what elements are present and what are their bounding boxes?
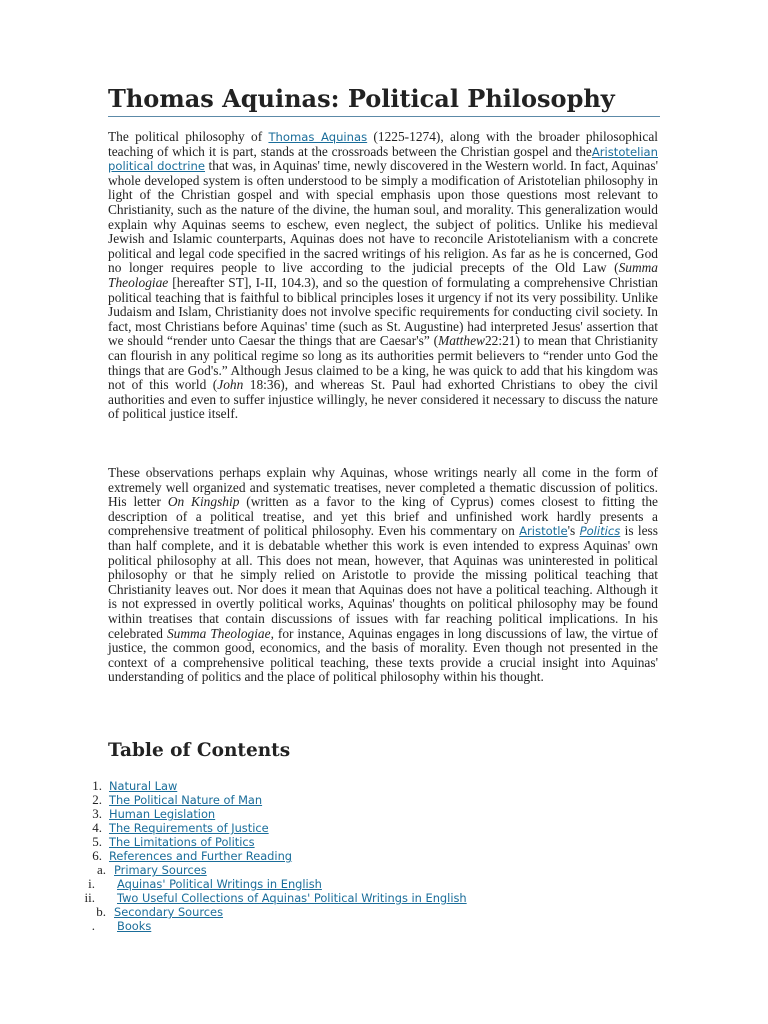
toc-item: [0, 821, 768, 835]
toc-number: 6.: [92, 848, 102, 863]
toc-item: [0, 863, 768, 877]
toc-number: b.: [96, 904, 106, 919]
text-run: [hereafter ST], I-II, 104.3), and so the question of formulating a comprehensive Christian political teaching that is faithful to biblical principles loses it urgency if not its very possibility. Unlike Judaism and Islam, Christianity does not involve specific requirements for conducting civil society. In fact, most Christians before Aquinas' time (such as St. Augustine) had interpreted Jesus' assertion that we should “render unto Caesar the things that are Caesar's” (: [108, 274, 658, 349]
text-run: (written as a favor to the king of Cyprus) comes closest to fitting the description of a political treatise, and yet this brief and unfinished work hardly presents a comprehensive treatment of political philosophy. Even his commentary on: [108, 494, 659, 539]
toc-link-secondary-sources[interactable]: Secondary Sources: [114, 905, 224, 919]
text-run: that was, in Aquinas' time, newly discovered in the Western world. In fact, Aquinas' whole developed system is often understood to be simply a modification of Aristotelian philosophy in light of the Christian gospel and with special emphasis upon those questions most relevant to Christianity, such as the nature of the divine, the human soul, and morality. This generalization would explain why Aquinas seems to eschew, even neglect, the subject of politics. Unlike his medieval Jewish and Islamic counterparts, Aquinas does not have to reconcile Aristotelianism with a concrete political and legal code specified in the sacred writings of his religion. As far as he is concerned, God no longer requires people to live according to the judicial precepts of the Old Law (: [108, 158, 658, 276]
toc-item: [0, 835, 768, 849]
toc-number: 5.: [92, 834, 102, 849]
intro-paragraph-2: [108, 466, 658, 685]
toc-number: 2.: [92, 792, 102, 807]
toc-link-political-nature[interactable]: The Political Nature of Man: [109, 793, 263, 807]
toc-link-references[interactable]: References and Further Reading: [109, 849, 293, 863]
text-run: , for instance, Aquinas engages in long discussions of law, the virtue of justice, the common good, economics, and the basis of morality. Even though not presented in the context of a comprehensive political teaching, these texts provide a crucial insight into Aquinas' understanding of politics and the place of political philosophy within his thought.: [108, 625, 658, 685]
toc-link-human-legislation[interactable]: Human Legislation: [109, 807, 216, 821]
john-citation: John: [217, 377, 244, 393]
text-run: The political philosophy of: [108, 129, 269, 144]
toc-number: .: [91, 918, 95, 933]
table-of-contents: [0, 779, 768, 933]
toc-link-books[interactable]: Books: [117, 919, 152, 933]
toc-item: [0, 849, 768, 863]
toc-heading: Table of Contents: [108, 740, 291, 761]
toc-number: a.: [96, 862, 106, 877]
article-title: Thomas Aquinas: Political Philosophy: [108, 82, 660, 117]
intro-paragraph-1: [108, 130, 658, 422]
toc-item: [0, 919, 768, 933]
toc-link-useful-collections[interactable]: Two Useful Collections of Aquinas' Political Writings in English: [117, 891, 467, 905]
text-run: (1225-1274), along with the broader philosophical teaching of which it is part, stands at the crossroads between the Christian gospel and the: [108, 129, 658, 159]
toc-number: 3.: [92, 806, 102, 821]
text-run: 's: [567, 523, 580, 539]
toc-item: [0, 779, 768, 793]
text-run: 18:36), and whereas St. Paul had exhorted Christians to obey the civil authorities and even to suffer injustice willingly, he never considered it necessary to discuss the nature of political justice itself.: [108, 377, 658, 422]
toc-link-requirements-justice[interactable]: The Requirements of Justice: [109, 821, 269, 835]
toc-item: [0, 891, 768, 905]
aristotle-link[interactable]: Aristotle: [519, 524, 568, 539]
toc-item: [0, 793, 768, 807]
toc-link-primary-sources[interactable]: Primary Sources: [114, 863, 207, 877]
text-run: 22:21) to mean that Christianity can flourish in any political regime so long as its authorities permit believers to “render unto God the things that are God's.” Although Jesus claimed to be a king, he was quick to add that his kingdom was not of this world (: [108, 333, 658, 393]
toc-number: ii.: [84, 890, 95, 905]
toc-link-political-writings[interactable]: Aquinas' Political Writings in English: [117, 877, 322, 891]
matthew-citation: Matthew: [438, 333, 485, 349]
toc-item: [0, 807, 768, 821]
summa-theologiae-title: Summa Theologiae: [108, 260, 658, 290]
text-run: These observations perhaps explain why Aquinas, whose writings nearly all come in the form of extremely well organized and systematic treatises, never completed a thematic discussion of politics. His letter: [108, 465, 658, 510]
toc-number: i.: [88, 876, 95, 891]
thomas-aquinas-link[interactable]: Thomas Aquinas: [268, 130, 368, 144]
toc-link-natural-law[interactable]: Natural Law: [109, 779, 178, 793]
toc-item: [0, 905, 768, 919]
text-run: is less than half complete, and it is debatable whether this work is even intended to express Aquinas' own political philosophy at all. This does not mean, however, that Aquinas was uninterested in political philosophy or that he simply relied on Aristotle to provide the missing political teaching that Christianity leaves out. Nor does it mean that Aquinas does not have a political teaching. Although it is not expressed in overtly political works, Aquinas' thoughts on political philosophy may be found within treatises that contain discussions of issues with far reaching political implications. In his celebrated: [108, 523, 658, 641]
toc-item: [0, 877, 768, 891]
on-kingship-title: On Kingship: [167, 494, 240, 510]
summa-theologiae-title: Summa Theologiae: [166, 625, 271, 641]
toc-number: 4.: [92, 820, 102, 835]
aristotelian-doctrine-link[interactable]: Aristotelian political doctrine: [108, 144, 658, 174]
toc-number: 1.: [92, 778, 102, 793]
toc-link-limitations-politics[interactable]: The Limitations of Politics: [109, 835, 255, 849]
politics-link[interactable]: Politics: [579, 524, 621, 539]
